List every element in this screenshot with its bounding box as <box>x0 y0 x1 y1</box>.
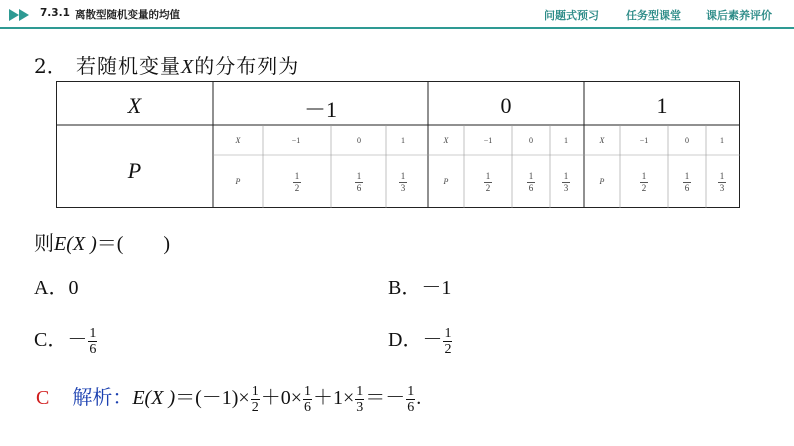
analysis-frac-half <box>251 384 260 415</box>
frac-den: 6 <box>356 183 362 193</box>
frac-num: 1 <box>294 171 300 181</box>
frac-num: 1 <box>485 171 491 181</box>
inner-p-sixth <box>524 171 538 194</box>
inner-x-neg1: −1 <box>291 136 301 145</box>
inner-x-1: 1 <box>720 136 724 145</box>
option-b[interactable] <box>388 271 451 300</box>
analysis-frac-third <box>355 384 364 415</box>
analysis-term1: (－1)× <box>195 387 250 409</box>
inner-x-0: 0 <box>529 136 533 145</box>
nav-preview[interactable]: 问题式预习 <box>544 9 599 22</box>
frac-num: 1 <box>407 383 415 399</box>
frac-den: 2 <box>444 341 452 357</box>
frac-num: 1 <box>684 171 690 181</box>
inner-x-1: 1 <box>401 136 405 145</box>
frac-num: 1 <box>528 171 534 181</box>
question-stem <box>34 227 170 256</box>
x-value-0: 0 <box>500 93 512 118</box>
answer-line <box>36 381 421 415</box>
option-b-value: －1 <box>421 277 452 299</box>
inner-x-label: X <box>235 136 241 145</box>
option-a[interactable] <box>34 271 78 300</box>
analysis-term2: ＋0× <box>260 387 302 409</box>
frac-num: 1 <box>304 383 311 399</box>
frac-den: 6 <box>528 183 534 193</box>
frac-den: 2 <box>294 183 300 193</box>
inner-x-1: 1 <box>564 136 568 145</box>
analysis-eq: ＝ <box>175 387 196 409</box>
option-d-letter: D． <box>388 329 423 351</box>
option-d-fraction <box>443 326 452 357</box>
distribution-table <box>56 81 740 208</box>
nav-evaluation[interactable]: 课后素养评价 <box>706 9 772 22</box>
analysis-frac-result <box>406 384 415 415</box>
option-a-letter: A． <box>34 277 69 299</box>
question-variable: X <box>181 56 195 78</box>
stem-prefix: 则 <box>34 233 54 255</box>
play-arrows-icon <box>9 9 35 21</box>
nav-classroom[interactable]: 任务型课堂 <box>626 9 681 22</box>
frac-num: 1 <box>719 171 725 181</box>
frac-den: 3 <box>356 399 364 415</box>
inner-p-label: P <box>235 177 241 186</box>
option-d[interactable] <box>388 323 453 357</box>
inner-p-third <box>715 171 729 194</box>
section-number: 7.3.1 <box>40 7 70 19</box>
header-divider <box>0 27 794 29</box>
row-label-p: P <box>127 158 142 183</box>
inner-x-label: X <box>599 136 605 145</box>
analysis-frac-sixth <box>303 384 312 415</box>
inner-p-half <box>637 171 651 194</box>
inner-x-label: X <box>443 136 449 145</box>
x-value-1: 1 <box>656 93 668 118</box>
frac-den: 6 <box>89 341 97 357</box>
inner-p-label: P <box>599 177 605 186</box>
answer-letter: C <box>36 387 50 409</box>
frac-den: 3 <box>400 183 406 193</box>
option-c-letter: C． <box>34 329 68 351</box>
option-b-letter: B． <box>388 277 422 299</box>
question-number: 2． <box>34 54 67 78</box>
analysis-term4: ＝－ <box>365 387 406 409</box>
inner-p-sixth <box>352 171 366 194</box>
inner-x-0: 0 <box>357 136 361 145</box>
analysis-label: 解析： <box>72 387 133 409</box>
frac-num: 1 <box>251 383 259 399</box>
frac-num: 1 <box>400 171 406 181</box>
frac-den: 6 <box>407 399 415 415</box>
frac-num: 1 <box>563 171 569 181</box>
inner-x-neg1: −1 <box>483 136 493 145</box>
inner-p-label: P <box>443 177 449 186</box>
frac-den: 3 <box>719 183 725 193</box>
inner-p-sixth <box>680 171 694 194</box>
stem-suffix: ＝( ) <box>96 233 171 255</box>
option-d-sign: － <box>422 329 443 351</box>
frac-den: 6 <box>304 399 311 415</box>
frac-num: 1 <box>89 325 97 341</box>
question-text-before: 若随机变量 <box>76 54 181 78</box>
question-text <box>76 50 299 79</box>
inner-p-third <box>559 171 573 194</box>
frac-num: 1 <box>641 171 647 181</box>
header-bar <box>0 0 794 28</box>
frac-num: 1 <box>356 171 362 181</box>
section-title: 离散型随机变量的均值 <box>75 9 180 21</box>
stem-expression: E(X ) <box>54 233 97 255</box>
frac-den: 2 <box>251 399 259 415</box>
frac-den: 3 <box>563 183 569 193</box>
inner-p-half <box>290 171 304 194</box>
frac-num: 1 <box>444 325 452 341</box>
inner-x-0: 0 <box>685 136 689 145</box>
analysis-end: . <box>416 387 422 409</box>
x-value-neg1: －1 <box>303 97 337 122</box>
inner-p-third <box>396 171 410 194</box>
frac-den: 6 <box>684 183 690 193</box>
analysis-lhs: E(X ) <box>132 387 176 409</box>
option-c-sign: － <box>67 329 88 351</box>
inner-p-half <box>481 171 495 194</box>
analysis-term3: ＋1× <box>313 387 355 409</box>
inner-x-neg1: −1 <box>639 136 649 145</box>
option-c[interactable] <box>34 323 98 357</box>
frac-num: 1 <box>356 383 364 399</box>
question-text-after: 的分布列为 <box>194 54 300 78</box>
option-c-fraction <box>88 326 97 357</box>
frac-den: 2 <box>485 183 491 193</box>
option-a-value: 0 <box>68 277 79 299</box>
frac-den: 2 <box>641 183 647 193</box>
row-label-x: X <box>127 93 142 118</box>
